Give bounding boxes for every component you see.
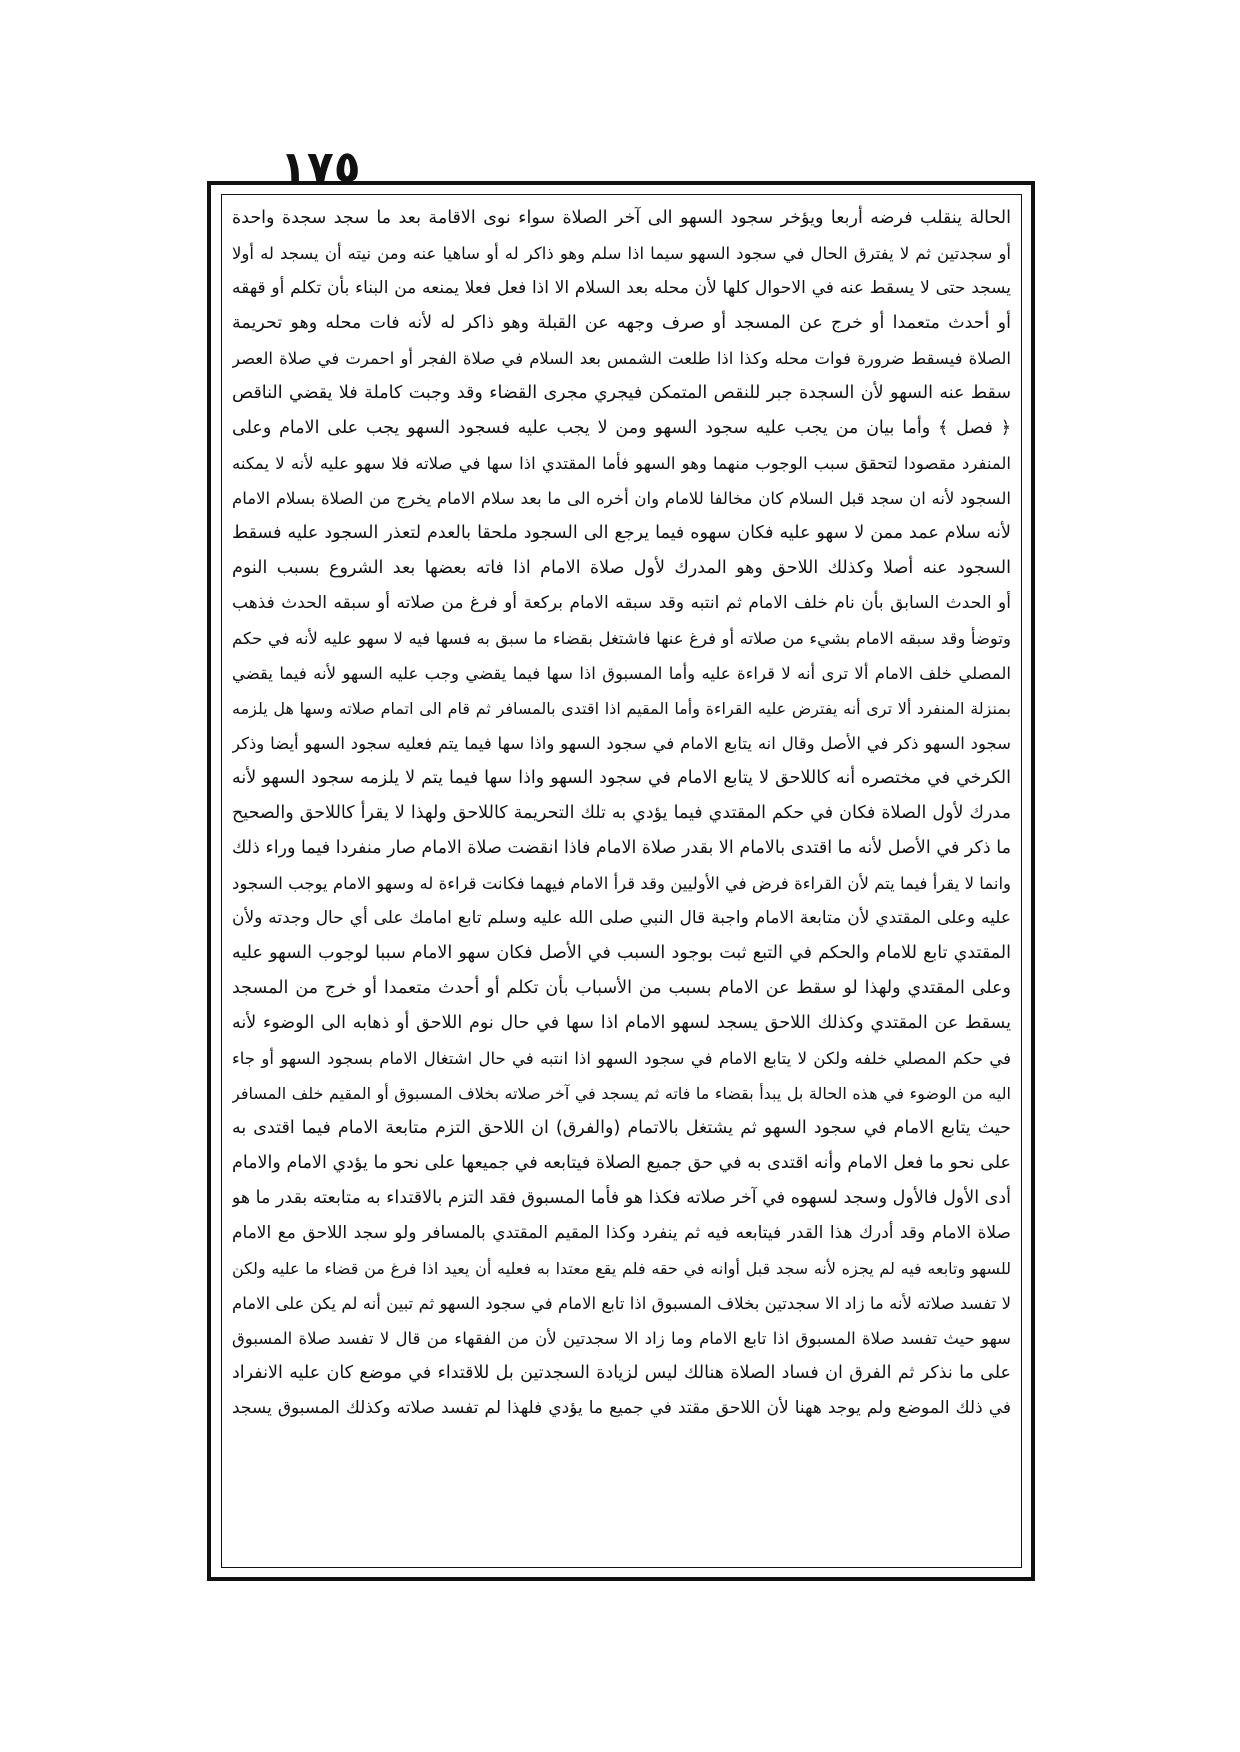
text-line: وعلى المقتدي ولهذا لو سقط عن الامام بسبب من الأسباب بأن تكلم أو أحدث متعمدا أو خرج من المسجد <box>232 978 1011 998</box>
text-line: المنفرد مقصودا لتحقق سبب الوجوب منهما وهو السهو فأما المقتدي اذا سها في صلاته فلا سهو عليه لأنه لا يمكنه <box>232 454 1011 473</box>
text-line: على ما نذكر ثم الفرق ان فساد الصلاة هنالك ليس لزيادة السجدتين بل للاقتداء في موضع كان عليه الانفراد <box>232 1363 1011 1383</box>
text-line: الصلاة فيسقط ضرورة فوات محله وكذا اذا طلعت الشمس بعد السلام في صلاة الفجر أو احمرت في صلاة العصر <box>232 349 1011 368</box>
text-line: الحالة ينقلب فرضه أربعا ويؤخر سجود السهو الى آخر الصلاة سواء نوى الاقامة بعد ما سجد سجدة واحدة <box>232 208 1011 228</box>
text-line: لا تفسد صلاته لأنه ما زاد الا سجدتين بخلاف المسبوق اذا تابع الامام في سجود السهو ثم تبين أنه لم يكن على الامام <box>232 1294 1011 1313</box>
text-line: أو سجدتين ثم لا يفترق الحال في سجود السهو سيما اذا سلم وهو ذاكر له أو ساهيا عنه ومن نيته أن يسجد له أولا <box>232 244 1011 263</box>
text-line: سقط عنه السهو لأن السجدة جبر للنقص المتمكن فيجري مجرى القضاء وقد وجبت كاملة فلا يقضي الناقص <box>232 383 1011 403</box>
text-line: للسهو وتابعه فيه لم يجزه لأنه سجد قبل أوانه في حقه فلم يقع معتدا به فعليه أن يعيد اذا فرغ من قضاء ما عليه ولكن <box>232 1259 1011 1278</box>
text-line: صلاة الامام وقد أدرك هذا القدر فيتابعه فيه ثم ينفرد وكذا المقيم المقتدي بالمسافر ولو سجد اللاحق مع الامام <box>232 1223 1011 1243</box>
text-line: أو أحدث متعمدا أو خرج عن المسجد أو صرف وجهه عن القبلة وهو ذاكر له لأنه فات محله وهو تحريمة <box>232 313 1011 333</box>
text-line: المصلي خلف الامام ألا ترى أنه لا قراءة عليه وأما المسبوق اذا سها فيما يقضي وجب عليه السهو لأنه فيما يقضي <box>232 664 1011 683</box>
text-line: أدى الأول فالأول وسجد لسهوه في آخر صلاته فكذا هو فأما المسبوق فقد التزم بالاقتداء به متابعته بقدر ما هو <box>232 1188 1011 1208</box>
text-line: الكرخي في مختصره أنه كاللاحق لا يتابع الامام في سجود السهو واذا سها فيما يتم لا يلزمه سجود السهو لأنه <box>232 768 1011 788</box>
text-line: المقتدي تابع للامام والحكم في التبع ثبت بوجود السبب في الأصل فكان سهو الامام سببا لوجوب السهو عليه <box>232 943 1011 963</box>
text-line: لأنه سلام عمد ممن لا سهو عليه فكان سهوه فيما يرجع الى السجود ملحقا بالعدم لتعذر السجود عليه فسقط <box>232 523 1011 543</box>
text-line: على نحو ما فعل الامام وأنه اقتدى به في حق جميع الصلاة فيتابعه في جميعها على نحو ما يؤدي الامام والامام <box>232 1153 1011 1173</box>
text-line: السجود لأنه ان سجد قبل السلام كان مخالفا للامام وان أخره الى ما بعد سلام الامام يخرج من الصلاة بسلام الامام <box>232 489 1011 508</box>
text-line: ما ذكر في الأصل لأنه ما اقتدى بالامام الا بقدر صلاة الامام فاذا انقضت صلاة الامام صار منفردا فيما وراء ذلك <box>232 838 1011 858</box>
text-line: وانما لا يقرأ فيما يتم لأن القراءة فرض في الأوليين وقد قرأ الامام فيهما فكانت قراءة له وسهو الامام يوجب السجود <box>232 874 1011 893</box>
text-line: ﴿ فصل ﴾ وأما بيان من يجب عليه سجود السهو ومن لا يجب عليه فسجود السهو يجب على الامام وعلى <box>232 418 1011 438</box>
page-border-inner <box>221 194 1022 1568</box>
text-line: سجود السهو ذكر في الأصل وقال انه يتابع الامام في سجود السهو واذا سها فيما يتم فعليه سجود السهو أيضا وذكر <box>232 734 1011 753</box>
text-line: بمنزلة المنفرد ألا ترى أنه يفترض عليه القراءة وأما المقيم اذا اقتدى بالمسافر ثم قام الى اتمام صلاته وسها هل يلزمه <box>232 699 1011 718</box>
text-line: مدرك لأول الصلاة فكان في حكم المقتدي فيما يؤدي به تلك التحريمة كاللاحق ولهذا لا يقرأ كاللاحق والصحيح <box>232 803 1011 823</box>
text-line: أو الحدث السابق بأن نام خلف الامام ثم انتبه وقد سبقه الامام بركعة أو فرغ من صلاته أو سبقه الحدث فذهب <box>232 593 1011 613</box>
text-line: السجود عنه أصلا وكذلك اللاحق وهو المدرك لأول صلاة الامام اذا فاته بعضها بعد الشروع بسبب النوم <box>232 558 1011 578</box>
text-line: يسجد حتى لا يسقط عنه في الاحوال كلها لأن محله بعد السلام الا اذا فعل فعلا يمنعه من البناء بأن تكلم أو قهقه <box>232 278 1011 298</box>
text-line: يسقط عن المقتدي وكذلك اللاحق يسجد لسهو الامام اذا سها في حال نوم اللاحق أو ذهابه الى الوضوء لأنه <box>232 1013 1011 1033</box>
text-line: سهو حيث تفسد صلاة المسبوق اذا تابع الامام وما زاد الا سجدتين لأن من الفقهاء من قال لا تفسد صلاة المسبوق <box>232 1329 1011 1348</box>
page-body-text <box>232 201 1011 1426</box>
text-line: في ذلك الموضع ولم يوجد ههنا لأن اللاحق مقتد في جميع ما يؤدي فلهذا لم تفسد صلاته وكذلك المسبوق يسجد <box>232 1398 1011 1418</box>
page-number: ١٧٥ <box>280 142 361 193</box>
text-line: اليه من الوضوء في هذه الحالة بل يبدأ بقضاء ما فاته ثم يسجد في آخر صلاته بخلاف المسبوق أو المقيم خلف المسافر <box>232 1084 1011 1103</box>
text-line: في حكم المصلي خلفه ولكن لا يتابع الامام في سجود السهو اذا انتبه في حال اشتغال الامام بسجود السهو أو جاء <box>232 1049 1011 1068</box>
text-line: عليه وعلى المقتدي لأن متابعة الامام واجبة قال النبي صلى الله عليه وسلم تابع امامك على أي حال وجدته ولأن <box>232 908 1011 928</box>
text-line: حيث يتابع الامام في سجود السهو ثم يشتغل بالاتمام (والفرق) ان اللاحق التزم متابعة الامام فيما اقتدى به <box>232 1118 1011 1138</box>
text-line: وتوضأ وقد سبقه الامام بشيء من صلاته أو فرغ عنها فاشتغل بقضاء ما سبق به فسها فيه لا سهو عليه لأنه في حكم <box>232 629 1011 648</box>
